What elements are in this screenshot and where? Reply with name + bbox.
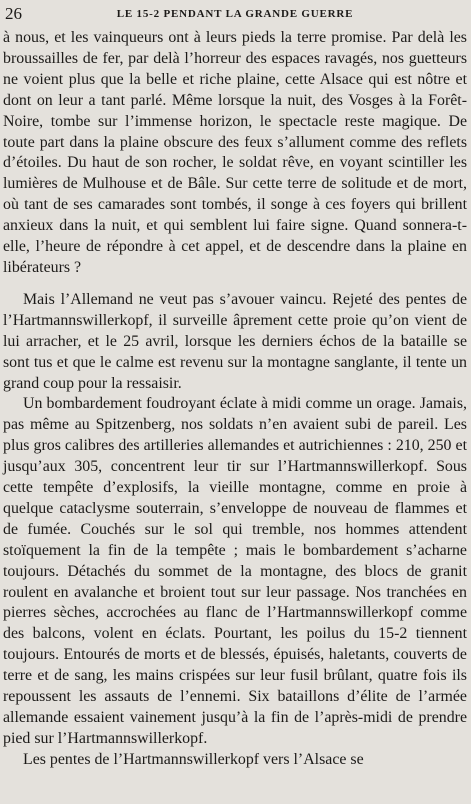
running-head xyxy=(3,4,467,28)
paragraph-3: Un bombardement foudroyant éclate à midi comme un orage. Jamais, pas même au Spitzenberg, nos soldats n’en avaient subi de pareil. Les plus gros calibres des artilleries allemandes et autrichiennes : 210, 250 et jusqu’aux 305, concentrent leur tir sur l’Hartmannswillerkopf. Sous cette tempête d’explosifs, la vieille montagne, comme en proie à quelque cataclysme souterrain, s’enveloppe de nouveau de flammes et de fumée. Couchés sur le sol qui tremble, nos hommes attendent stoïquement la fin de la tempête ; mais le bombardement s’acharne toujours. Détachés du sommet de la montagne, des blocs de granit roulent en avalanche et broient tout sur leur passage. Nos tranchées en pierres sèches, accrochées au flanc de l’Hartmannswillerkopf comme des balcons, volent en éclats. Pourtant, les poilus du 15-2 tiennent toujours. Entourés de morts et de blessés, épuisés, haletants, couverts de terre et de sang, les mains crispées sur leur fusil brûlant, quatre fois ils repoussent les assauts de l’ennemi. Six bataillons d’élite de l’armée allemande essaient vainement jusqu’à la fin de l’après-midi de prendre pied sur l’Hartmannswillerkopf. xyxy=(3,395,467,747)
paragraph-2: Mais l’Allemand ne veut pas s’avouer vaincu. Rejeté des pentes de l’Hartmannswillerkopf, il surveille âprement cette proie qu’on vient de lui arracher, et le 25 avril, lorsque les derniers échos de la bataille se sont tus et que le calme est revenu sur la montagne sanglante, il tente un grand coup pour la ressaisir. xyxy=(3,290,467,392)
paragraph-1: à nous, et les vainqueurs ont à leurs pieds la terre promise. Par delà les broussailles de fer, par delà l’horreur des espaces ravagés, nos guetteurs ne voient plus que la belle et riche plaine, cette Alsace qui est nôtre et dont on leur a tant parlé. Même lorsque la nuit, des Vosges à la Forêt-Noire, tombe sur l’immense horizon, le spectacle reste magique. De toute part dans la plaine obscure des feux s’allument comme des reflets d’étoiles. Du haut de son rocher, le soldat rêve, en voyant scintiller les lumières de Mulhouse et de Bâle. Sur cette terre de solitude et de mort, où tant de ses camarades sont tombés, il songe à ces foyers qui brillent anxieux dans la nuit, et qui semblent lui faire signe. Quand sonnera-t-elle, l’heure de répondre à cet appel, et de descendre dans la plaine en libérateurs ? xyxy=(3,29,467,276)
page-number: 26 xyxy=(5,4,22,23)
book-page xyxy=(0,4,471,804)
body-text xyxy=(3,28,467,771)
running-title: LE 15-2 PENDANT LA GRANDE GUERRE xyxy=(116,8,354,20)
paragraph-4: Les pentes de l’Hartmannswillerkopf vers l’Alsace se xyxy=(23,750,364,768)
